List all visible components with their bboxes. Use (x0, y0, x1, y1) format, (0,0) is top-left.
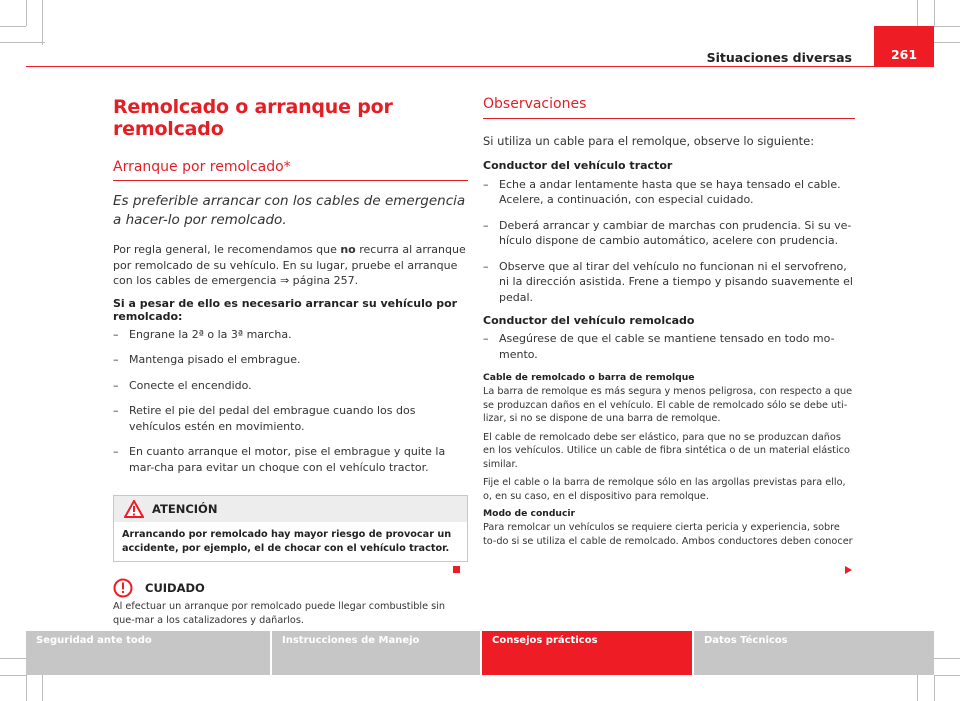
page-number: 261 (890, 47, 918, 62)
intro-text: Por regla general, le recomendamos que (113, 243, 341, 256)
end-marker-icon (453, 566, 460, 573)
caution-title: CUIDADO (145, 581, 205, 595)
towed-heading: Conductor del vehículo remolcado (483, 314, 695, 327)
tab-label: Datos Técnicos (704, 635, 788, 646)
tractor-heading: Conductor del vehículo tractor (483, 158, 673, 172)
observations-heading-block (483, 96, 855, 119)
intro-paragraph (113, 242, 468, 289)
cable-paragraph: Fije el cable o la barra de remolque sólo en las argollas previstas para ello, o, en su caso, en el dispositivo para remolque. (483, 477, 846, 502)
right-column (483, 96, 855, 548)
tab-label: Seguridad ante todo (36, 635, 152, 646)
left-column (113, 96, 468, 627)
warning-triangle-icon (124, 500, 144, 518)
section-subtitle: Arranque por remolcado* (113, 159, 291, 175)
driving-paragraph: Para remolcar un vehículos se requiere cierta pericia y experiencia, sobre to-do si se utiliza el cable de remolcado. Ambos conductores deben conocer (483, 522, 853, 547)
list-item: – Asegúrese de que el cable se mantiene tensado en todo mo-mento. (483, 331, 855, 362)
warning-box (113, 495, 468, 562)
caution-header (113, 578, 468, 598)
tab-datos[interactable] (694, 631, 934, 675)
list-item: – Conecte el encendido. (113, 378, 468, 394)
observations-intro: Si utiliza un cable para el remolque, observe lo siguiente: (483, 134, 815, 148)
tab-consejos[interactable] (482, 631, 692, 675)
procedure-list (113, 327, 468, 476)
list-item: – Retire el pie del pedal del embrague cuando los dos vehículos estén en movimiento. (113, 403, 468, 434)
list-item: – Deberá arrancar y cambiar de marchas con prudencia. Si su ve-hículo dispone de cambio automático, acelere con prudencia. (483, 218, 855, 249)
tab-label: Instrucciones de Manejo (282, 635, 420, 646)
crop-mark (0, 675, 26, 676)
header-rule (26, 66, 934, 67)
page-number-badge (874, 26, 934, 66)
cable-paragraph: La barra de remolque es más segura y menos peligrosa, con respecto a que se produzcan daños en el vehículo. El cable de remolcado sólo se debe uti-lizar, si no se dispone de una barra de remolque. (483, 386, 853, 424)
driving-heading: Modo de conducir (483, 508, 576, 519)
crop-mark (934, 0, 935, 26)
tab-label: Consejos prácticos (492, 635, 598, 646)
intro-text: recurra al arranque por remolcado de su vehículo. En su lugar, pruebe el arranque con los cables de emergencia ⇒ página 257. (113, 243, 466, 287)
list-item: – Eche a andar lentamente hasta que se haya tensado el cable. Acelere, a continuación, con especial cuidado. (483, 177, 855, 208)
intro-emphasis: no (340, 243, 356, 256)
warning-text: Arrancando por remolcado hay mayor riesgo de provocar un accidente, por ejemplo, el de chocar con el vehículo tractor. (122, 529, 452, 554)
list-item: – Mantenga pisado el embrague. (113, 352, 468, 368)
list-item: – Observe que al tirar del vehículo no funcionan ni el servofreno, ni la dirección asistida. Frene a tiempo y pisando suavemente el pedal. (483, 259, 855, 306)
crop-mark (42, 0, 43, 45)
towed-list (483, 331, 855, 362)
caution-circle-icon (113, 578, 133, 598)
continue-arrow-icon (845, 566, 852, 574)
warning-header (114, 496, 467, 522)
crop-mark (0, 26, 26, 27)
crop-mark (26, 675, 27, 701)
running-header: Situaciones diversas (706, 50, 852, 65)
cable-paragraph: El cable de remolcado debe ser elástico, para que no se produzcan daños en los vehículos. Utilice un cable de fibra sintética o de un material elástico similar. (483, 431, 850, 470)
subtitle-block (113, 159, 468, 181)
section-title: Remolcado o arranque por remolcado (113, 96, 393, 140)
list-item: – En cuanto arranque el motor, pise el embrague y quite la mar-cha para evitar un choque con el vehículo tractor. (113, 444, 468, 475)
crop-mark (934, 675, 935, 701)
crop-mark (934, 675, 960, 676)
crop-mark (26, 0, 27, 26)
tab-instrucciones[interactable] (272, 631, 480, 675)
crop-mark (934, 26, 960, 27)
list-item: – Engrane la 2ª o la 3ª marcha. (113, 327, 468, 343)
lead-text: Es preferible arrancar con los cables de emergencia a hacer-lo por remolcado. (113, 193, 466, 228)
caution-text: Al efectuar un arranque por remolcado puede llegar combustible sin que-mar a los catalizadores y dañarlos. (113, 601, 446, 626)
observations-title: Observaciones (483, 96, 587, 112)
crop-mark (0, 42, 45, 43)
tractor-list (483, 177, 855, 306)
warning-title: ATENCIÓN (152, 502, 218, 516)
procedure-heading: Si a pesar de ello es necesario arrancar su vehículo por remolcado: (113, 296, 458, 323)
cable-heading: Cable de remolcado o barra de remolque (483, 372, 695, 383)
tab-seguridad[interactable] (26, 631, 270, 675)
